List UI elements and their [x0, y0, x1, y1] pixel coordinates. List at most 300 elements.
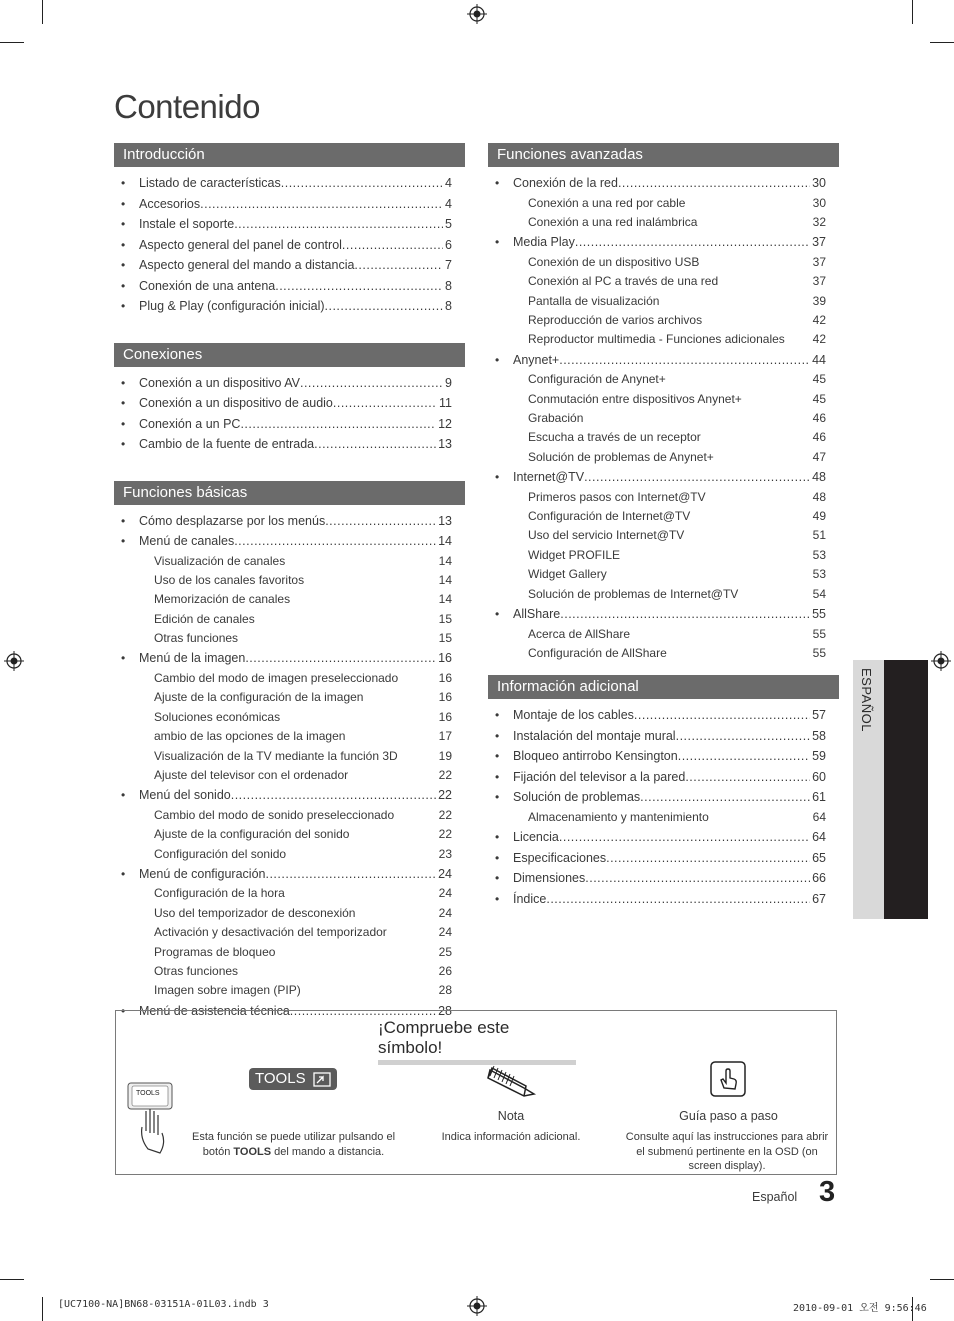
section-heading: Conexiones — [114, 343, 465, 367]
spacer — [398, 669, 436, 688]
bullet-icon: • — [121, 416, 126, 431]
toc-left-column — [114, 143, 465, 1035]
spacer — [620, 546, 811, 565]
crop-mark — [42, 1297, 43, 1321]
toc-entry-label: Configuración de AllShare — [528, 645, 667, 660]
toc-entry[interactable] — [488, 746, 839, 767]
registration-mark-icon — [931, 651, 951, 671]
toc-entry[interactable] — [114, 434, 465, 455]
spacer — [349, 825, 436, 844]
spacer — [690, 507, 810, 526]
spacer — [685, 194, 810, 213]
guide-hand-icon — [710, 1061, 746, 1097]
toc-subentry[interactable] — [114, 943, 465, 962]
toc-subentry[interactable] — [488, 370, 839, 389]
toc-entry-label: Ajuste de la configuración del sonido — [154, 827, 350, 842]
toc-page-number: 15 — [438, 611, 452, 626]
toc-page-number: 16 — [438, 709, 452, 724]
toc-entry[interactable] — [114, 531, 465, 552]
section-heading: Funciones avanzadas — [488, 143, 839, 167]
toc-page-number: 7 — [445, 258, 452, 272]
spacer — [701, 428, 811, 447]
toc-entry-label: Internet@TV — [513, 470, 585, 485]
toc-page-number: 26 — [438, 964, 452, 979]
dot-leader — [234, 531, 436, 551]
toc-subentry[interactable] — [488, 546, 839, 565]
toc-entry[interactable] — [488, 350, 839, 371]
toc-entry-label: ambio de las opciones de la imagen — [154, 729, 346, 744]
toc-page-number: 66 — [812, 871, 826, 886]
toc-entry-label: Activación y desactivación del temporizador — [154, 925, 387, 940]
toc-subentry[interactable] — [488, 253, 839, 272]
toc-entry-label: Escucha a través de un receptor — [528, 430, 701, 445]
toc-page-number: 14 — [438, 592, 452, 607]
toc-entry[interactable] — [114, 511, 465, 532]
toc-entry[interactable] — [114, 214, 465, 235]
bullet-icon: • — [121, 866, 126, 881]
toc-subentry[interactable] — [114, 669, 465, 688]
toc-entry-label: Accesorios — [139, 196, 201, 211]
toc-entry[interactable] — [488, 705, 839, 726]
dot-leader — [200, 194, 443, 214]
toc-page-number: 6 — [445, 237, 452, 252]
toc-page-number: 22 — [438, 807, 452, 822]
spacer — [714, 448, 811, 467]
toc-page-number: 42 — [812, 312, 826, 327]
spacer — [348, 766, 437, 785]
dot-leader — [606, 848, 810, 868]
toc-entry-label: Pantalla de visualización — [528, 293, 660, 308]
dot-leader — [559, 350, 810, 370]
toc-page-number: 45 — [812, 391, 826, 406]
toc-subentry[interactable] — [114, 806, 465, 825]
toc-page-number: 24 — [438, 925, 452, 940]
bullet-icon: • — [121, 651, 126, 666]
toc-list — [114, 167, 465, 317]
toc-entry-label: Plug & Play (configuración inicial) — [139, 299, 325, 313]
spacer — [607, 565, 811, 584]
toc-entry-label: Conexión a un dispositivo AV — [139, 375, 300, 390]
toc-entry[interactable] — [114, 414, 465, 435]
remote-hand-icon — [124, 1081, 184, 1159]
section-heading: Información adicional — [488, 675, 839, 699]
bullet-icon: • — [121, 217, 126, 231]
toc-entry-label: Bloqueo antirrobo Kensington — [513, 749, 678, 764]
toc-entry-label: Conexión de un dispositivo USB — [528, 254, 700, 269]
dot-leader — [342, 235, 443, 255]
toc-subentry[interactable] — [114, 629, 465, 648]
toc-entry[interactable] — [114, 373, 465, 394]
note-pencil-icon — [484, 1058, 542, 1100]
toc-page-number: 37 — [812, 235, 826, 250]
toc-entry[interactable] — [488, 787, 839, 808]
dot-leader — [300, 373, 443, 393]
toc-entry-label: Configuración del sonido — [154, 846, 287, 861]
dot-leader — [281, 173, 443, 193]
toc-entry-label: Solución de problemas — [513, 790, 641, 805]
toc-entry-label: Cambio del modo de imagen preseleccionado — [154, 670, 399, 685]
toc-page-number: 53 — [812, 567, 826, 582]
dot-leader — [234, 214, 443, 234]
toc-entry-label: Menú de asistencia técnica — [139, 1003, 290, 1018]
toc-subentry[interactable] — [488, 311, 839, 330]
toc-subentry[interactable] — [114, 825, 465, 844]
spacer — [345, 727, 436, 746]
toc-entry-label: Visualización de canales — [154, 553, 286, 568]
registration-mark-icon — [467, 4, 487, 24]
note-caption: Indica información adicional. — [441, 1131, 581, 1143]
toc-subentry[interactable] — [488, 565, 839, 584]
bullet-icon: • — [121, 237, 126, 252]
spacer — [702, 311, 811, 330]
toc-subentry[interactable] — [488, 507, 839, 526]
toc-entry-label: Uso del servicio Internet@TV — [528, 528, 685, 543]
dot-leader — [314, 434, 436, 454]
toc-entry-label: Visualización de la TV mediante la función 3D — [154, 748, 398, 763]
spacer — [355, 904, 436, 923]
dot-leader — [325, 511, 436, 531]
toc-entry-label: Instale el soporte — [139, 217, 235, 231]
toc-page-number: 55 — [812, 626, 826, 641]
toc-entry-label: Edición de canales — [154, 611, 255, 626]
crop-mark — [0, 1279, 24, 1280]
bullet-icon: • — [495, 871, 500, 886]
toc-page-number: 48 — [812, 489, 826, 504]
spacer — [394, 806, 436, 825]
toc-subentry[interactable] — [488, 409, 839, 428]
bullet-icon: • — [121, 396, 126, 410]
symbol-legend-box — [115, 1010, 837, 1175]
remote-button-text: TOOLS — [136, 1090, 160, 1097]
bullet-icon: • — [495, 607, 500, 622]
toc-entry-label: Widget Gallery — [528, 567, 607, 582]
toc-entry-label: Acerca de AllShare — [528, 626, 631, 641]
toc-entry[interactable] — [488, 467, 839, 488]
footer-language: Español — [752, 1190, 798, 1204]
print-timestamp: 2010-09-01 오전 9:56:46 — [793, 1303, 927, 1314]
toc-section — [114, 343, 465, 455]
toc-entry[interactable] — [114, 864, 465, 885]
dot-leader — [325, 296, 444, 316]
toc-entry[interactable] — [114, 296, 465, 317]
dot-leader — [546, 889, 810, 909]
guide-caption: Consulte aquí las instrucciones para abrir el submenú pertinente en la OSD (on screen display). — [625, 1131, 829, 1172]
toc-entry-label: Conmutación entre dispositivos Anynet+ — [528, 391, 742, 406]
crop-mark — [0, 42, 24, 43]
toc-page-number: 58 — [812, 728, 826, 743]
toc-subentry[interactable] — [488, 194, 839, 213]
toc-entry[interactable] — [488, 767, 839, 788]
toc-entry-label: Menú de configuración — [139, 866, 266, 881]
spacer — [286, 845, 437, 864]
dot-leader — [618, 173, 810, 193]
toc-entry[interactable] — [488, 827, 839, 848]
toc-entry[interactable] — [488, 868, 839, 889]
toc-entry-label: Otras funciones — [154, 631, 239, 646]
toc-subentry[interactable] — [488, 213, 839, 232]
spacer — [697, 213, 810, 232]
toc-subentry[interactable] — [488, 585, 839, 604]
toc-page-number: 32 — [812, 214, 826, 229]
toc-page-number: 46 — [812, 430, 826, 445]
dot-leader — [560, 604, 810, 624]
toc-page-number: 24 — [438, 905, 452, 920]
dot-leader — [354, 255, 443, 275]
toc-entry-label: AllShare — [513, 607, 561, 622]
toc-entry-label: Configuración de Internet@TV — [528, 509, 691, 524]
bullet-icon: • — [121, 534, 126, 548]
toc-entry-label: Configuración de la hora — [154, 886, 285, 901]
toc-entry-label: Conexión a una red por cable — [528, 195, 686, 210]
toc-entry-label: Especificaciones — [513, 850, 607, 865]
toc-list — [488, 167, 839, 663]
toc-right-column — [488, 143, 839, 923]
toc-entry-label: Índice — [513, 891, 547, 906]
toc-subentry[interactable] — [114, 884, 465, 903]
spacer — [785, 330, 811, 349]
page-number: 3 — [819, 1176, 836, 1208]
toc-page-number: 11 — [439, 396, 452, 410]
language-tab-block — [884, 660, 928, 919]
toc-page-number: 37 — [812, 274, 826, 289]
bullet-icon: • — [495, 749, 500, 764]
toc-entry-label: Solución de problemas de Anynet+ — [528, 449, 714, 464]
toc-subentry[interactable] — [488, 808, 839, 827]
bullet-icon: • — [121, 278, 126, 293]
tools-badge-icon — [313, 1072, 331, 1087]
toc-entry[interactable] — [488, 232, 839, 253]
toc-entry[interactable] — [488, 726, 839, 747]
spacer — [301, 981, 437, 1000]
toc-page-number: 61 — [812, 790, 826, 805]
toc-entry-label: Conexión a un dispositivo de audio — [139, 396, 333, 410]
toc-subentry[interactable] — [488, 488, 839, 507]
toc-entry-label: Programas de bloqueo — [154, 944, 276, 959]
toc-entry-label: Widget PROFILE — [528, 547, 621, 562]
toc-entry[interactable] — [114, 255, 465, 276]
crop-mark — [930, 1279, 954, 1280]
toc-page-number: 64 — [812, 809, 826, 824]
toc-subentry[interactable] — [114, 727, 465, 746]
toc-subentry[interactable] — [114, 962, 465, 981]
bullet-icon: • — [121, 196, 126, 211]
toc-entry[interactable] — [488, 848, 839, 869]
toc-entry[interactable] — [488, 173, 839, 194]
dot-leader — [333, 393, 437, 413]
dot-leader — [640, 787, 810, 807]
spacer — [285, 552, 436, 571]
spacer — [630, 625, 811, 644]
print-file-info: [UC7100-NA]BN68-03151A-01L03.indb 3 — [58, 1299, 269, 1310]
toc-page-number: 64 — [812, 830, 826, 845]
toc-page-number: 13 — [438, 437, 452, 451]
bullet-icon: • — [495, 850, 500, 865]
spacer — [742, 390, 811, 409]
toc-page-number: 24 — [438, 866, 452, 881]
toc-entry-label: Otras funciones — [154, 964, 239, 979]
toc-entry-label: Primeros pasos con Internet@TV — [528, 489, 706, 504]
toc-subentry[interactable] — [488, 390, 839, 409]
toc-entry-label: Listado de características — [139, 176, 281, 190]
toc-page-number: 46 — [812, 411, 826, 426]
toc-page-number: 47 — [812, 449, 826, 464]
toc-entry-label: Aspecto general del panel de control — [139, 237, 342, 252]
toc-page-number: 5 — [445, 217, 452, 231]
toc-entry-label: Memorización de canales — [154, 592, 291, 607]
crop-mark — [930, 42, 954, 43]
toc-page-number: 14 — [438, 553, 452, 568]
toc-entry-label: Conexión de una antena — [139, 278, 276, 293]
toc-entry[interactable] — [488, 604, 839, 625]
toc-subentry[interactable] — [488, 448, 839, 467]
guide-label: Guía paso a paso — [679, 1109, 778, 1123]
toc-entry-label: Ajuste de la configuración de la imagen — [154, 690, 364, 705]
toc-subentry[interactable] — [114, 571, 465, 590]
toc-entry-label: Almacenamiento y mantenimiento — [528, 809, 709, 824]
spacer — [583, 409, 810, 428]
toc-entry-label: Fijación del televisor a la pared — [513, 769, 686, 784]
toc-subentry[interactable] — [114, 708, 465, 727]
bullet-icon: • — [495, 728, 500, 743]
toc-page-number: 57 — [812, 708, 826, 723]
toc-entry-label: Cambio del modo de sonido preseleccionado — [154, 807, 395, 822]
toc-entry[interactable] — [114, 393, 465, 414]
crop-mark — [42, 0, 43, 24]
toc-entry-label: Configuración de Anynet+ — [528, 372, 666, 387]
dot-leader — [634, 705, 810, 725]
toc-subentry[interactable] — [114, 766, 465, 785]
spacer — [285, 884, 437, 903]
toc-subentry[interactable] — [114, 610, 465, 629]
toc-subentry[interactable] — [488, 330, 839, 349]
toc-subentry[interactable] — [114, 923, 465, 942]
dot-leader — [559, 827, 810, 847]
toc-entry[interactable] — [114, 648, 465, 669]
toc-page-number: 67 — [812, 891, 826, 906]
toc-page-number: 37 — [812, 254, 826, 269]
toc-page-number: 39 — [812, 293, 826, 308]
page-title: Contenido — [114, 88, 260, 125]
toc-page-number: 14 — [438, 534, 452, 548]
spacer — [275, 943, 436, 962]
toc-page-number: 30 — [812, 176, 826, 190]
crop-mark — [912, 0, 913, 24]
dot-leader — [678, 746, 810, 766]
spacer — [699, 253, 810, 272]
bullet-icon: • — [121, 1003, 126, 1018]
toc-entry-label: Conexión de la red — [513, 176, 618, 190]
toc-page-number: 22 — [438, 788, 452, 803]
toc-page-number: 65 — [812, 850, 826, 865]
dot-leader — [585, 868, 810, 888]
toc-section — [114, 143, 465, 317]
toc-entry-label: Aspecto general del mando a distancia — [139, 258, 355, 272]
bullet-icon: • — [121, 299, 126, 313]
bullet-icon: • — [121, 375, 126, 390]
spacer — [387, 923, 437, 942]
toc-subentry[interactable] — [488, 644, 839, 663]
toc-page-number: 44 — [812, 352, 826, 367]
spacer — [238, 962, 437, 981]
toc-subentry[interactable] — [488, 428, 839, 447]
spacer — [738, 585, 810, 604]
spacer — [666, 370, 811, 389]
toc-page-number: 48 — [812, 470, 826, 485]
toc-page-number: 28 — [438, 1003, 452, 1018]
toc-list — [488, 699, 839, 909]
toc-page-number: 24 — [438, 886, 452, 901]
dot-leader — [231, 785, 436, 805]
toc-page-number: 25 — [438, 944, 452, 959]
toc-page-number: 16 — [438, 670, 452, 685]
toc-entry[interactable] — [114, 173, 465, 194]
dot-leader — [584, 467, 810, 487]
toc-page-number: 8 — [445, 278, 452, 293]
toc-entry-label: Reproductor multimedia - Funciones adicionales — [528, 332, 785, 347]
toc-page-number: 12 — [438, 416, 452, 431]
toc-entry-label: Imagen sobre imagen (PIP) — [154, 983, 301, 998]
language-tab-label: ESPAÑOL — [859, 668, 874, 732]
toc-section — [114, 481, 465, 1022]
toc-entry-label: Anynet+ — [513, 352, 560, 367]
toc-page-number: 15 — [438, 631, 452, 646]
toc-subentry[interactable] — [488, 526, 839, 545]
spacer — [684, 526, 810, 545]
toc-entry-label: Media Play — [513, 235, 575, 250]
registration-mark-icon — [4, 651, 24, 671]
bullet-icon: • — [495, 352, 500, 367]
spacer — [709, 808, 811, 827]
toc-subentry[interactable] — [114, 552, 465, 571]
toc-entry-label: Dimensiones — [513, 871, 586, 886]
section-heading: Introducción — [114, 143, 465, 167]
toc-entry[interactable] — [114, 785, 465, 806]
section-heading: Funciones básicas — [114, 481, 465, 505]
dot-leader — [245, 648, 436, 668]
toc-entry-label: Menú del sonido — [139, 788, 231, 803]
dot-leader — [676, 726, 811, 746]
toc-entry[interactable] — [114, 194, 465, 215]
toc-section — [488, 675, 839, 909]
toc-subentry[interactable] — [488, 292, 839, 311]
toc-page-number: 28 — [438, 983, 452, 998]
toc-page-number: 19 — [438, 748, 452, 763]
spacer — [280, 708, 437, 727]
toc-subentry[interactable] — [114, 981, 465, 1000]
toc-subentry[interactable] — [114, 845, 465, 864]
toc-subentry[interactable] — [114, 590, 465, 609]
toc-page-number: 60 — [812, 769, 826, 784]
toc-page-number: 45 — [812, 372, 826, 387]
toc-entry[interactable] — [488, 889, 839, 910]
spacer — [667, 644, 811, 663]
toc-subentry[interactable] — [488, 272, 839, 291]
toc-entry-label: Licencia — [513, 830, 559, 845]
toc-subentry[interactable] — [114, 688, 465, 707]
bullet-icon: • — [495, 769, 500, 784]
toc-page-number: 17 — [438, 729, 452, 744]
toc-subentry[interactable] — [114, 747, 465, 766]
toc-entry-label: Conexión al PC a través de una red — [528, 274, 719, 289]
toc-entry[interactable] — [114, 235, 465, 256]
toc-subentry[interactable] — [488, 625, 839, 644]
toc-page-number: 4 — [445, 196, 452, 211]
toc-entry-label: Menú de la imagen — [139, 651, 246, 666]
toc-entry[interactable] — [114, 276, 465, 297]
note-label: Nota — [497, 1109, 525, 1123]
toc-subentry[interactable] — [114, 904, 465, 923]
toc-entry-label: Instalación del montaje mural — [513, 728, 676, 743]
